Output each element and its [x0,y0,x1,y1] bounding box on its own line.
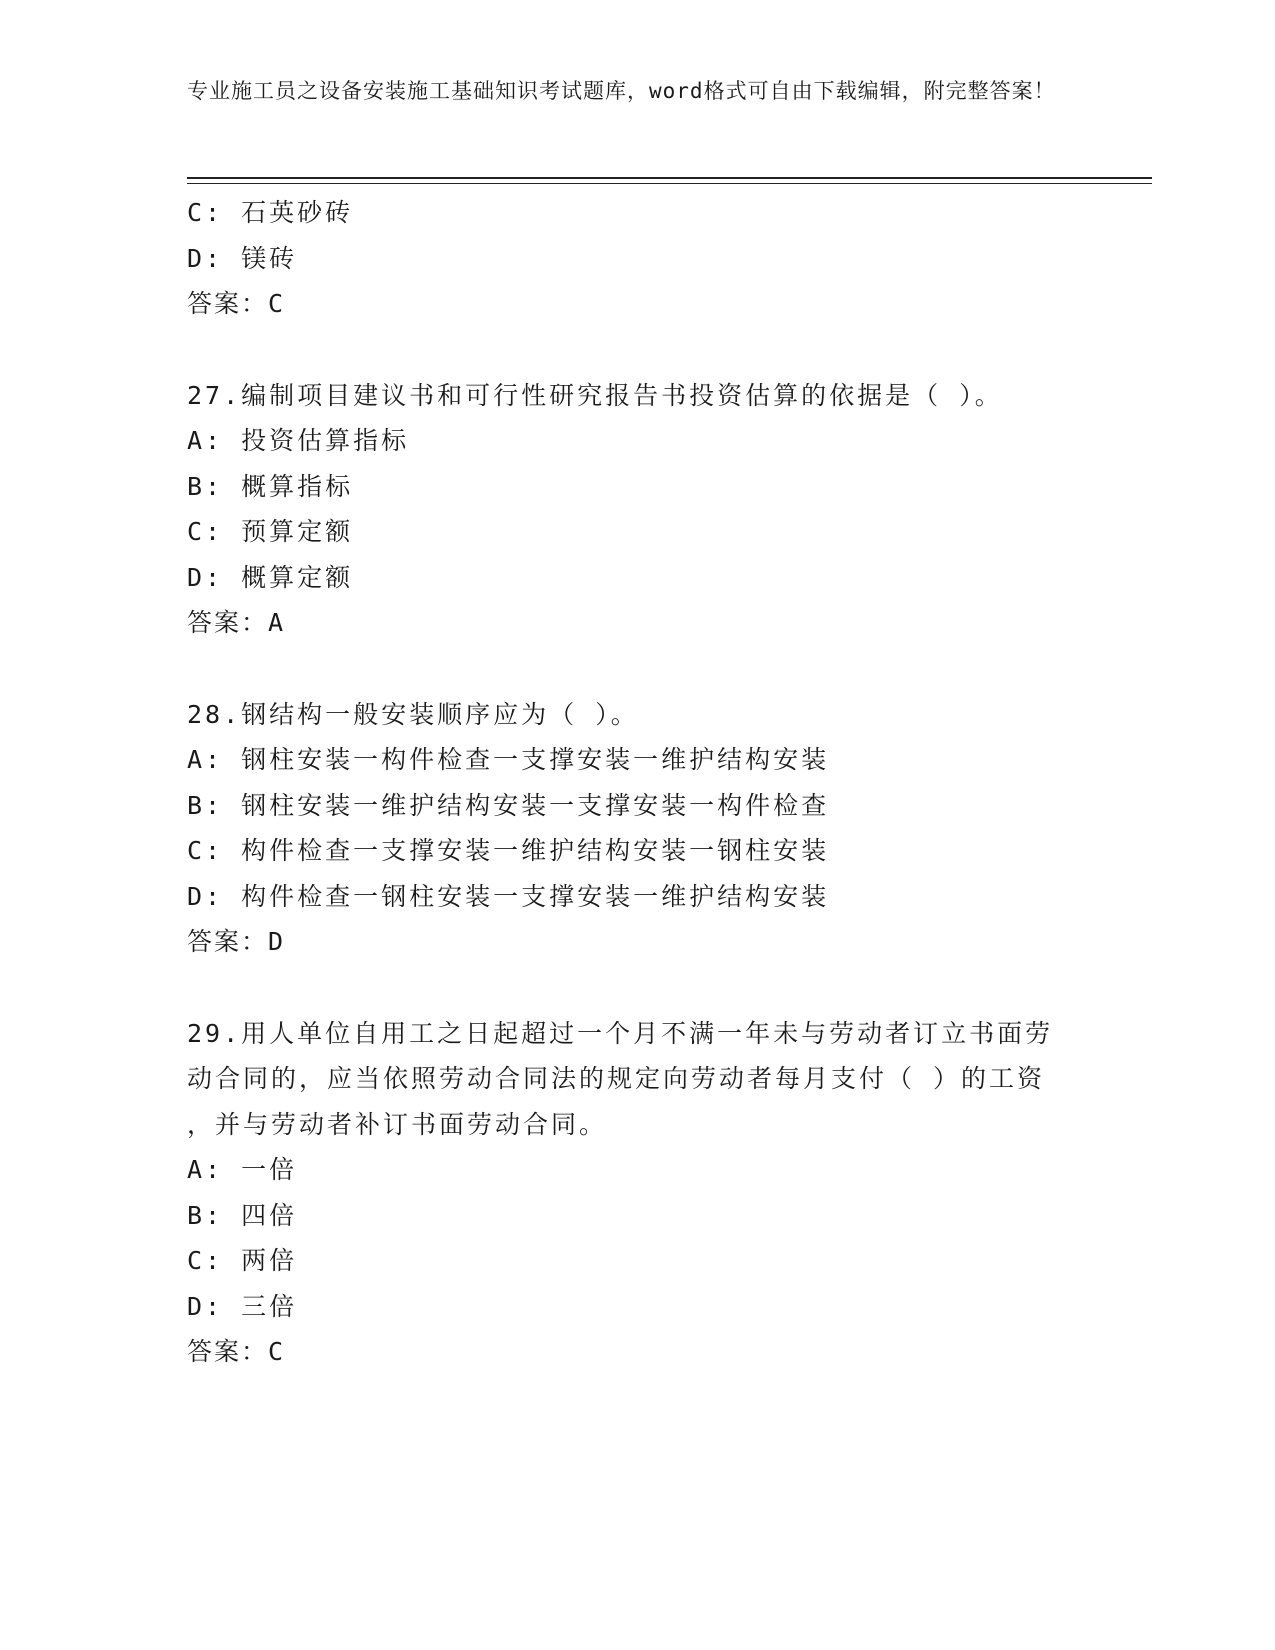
answer-value: A [268,608,286,637]
answer-label: 答案： [187,927,269,956]
option-text: 预算定额 [241,517,354,546]
option-text: 石英砂砖 [241,198,354,227]
question-stem-continued [187,1056,1087,1102]
option-letter: B: [187,790,224,820]
option-letter: A: [187,426,224,455]
option-row [187,1238,1087,1284]
option-letter: C: [187,198,224,227]
option-row [187,874,1087,920]
option-row [187,464,1087,510]
option-text: 一倍 [241,1155,298,1184]
option-text: 钢柱安装一维护结构安装一支撑安装一构件检查 [241,790,830,820]
option-row [187,1193,1087,1239]
answer-label: 答案： [187,1337,269,1366]
option-letter: A: [187,1155,224,1184]
question-stem-line: 钢结构一般安装顺序应为（ ）。 [241,699,639,729]
answer-row [187,600,1087,646]
question-stem [187,1011,1087,1057]
question-block-27 [187,373,1087,646]
option-letter: D: [187,243,224,273]
header-divider-thin [187,183,1152,184]
answer-label: 答案： [187,608,269,637]
option-row [187,737,1087,783]
option-row [187,783,1087,829]
answer-row [187,919,1087,965]
answer-value: C [268,289,286,318]
option-text: 概算指标 [241,471,354,501]
header-title: 专业施工员之设备安装施工基础知识考试题库，word格式可自由下载编辑，附完整答案！ [187,79,1056,103]
answer-row [187,281,1087,327]
option-letter: B: [187,1200,224,1230]
option-text: 构件检查一钢柱安装一支撑安装一维护结构安装 [241,881,830,911]
document-header [187,74,1067,108]
question-number: 27. [187,380,242,410]
option-row [187,828,1087,874]
answer-row [187,1329,1087,1375]
option-row [187,555,1087,601]
question-stem [187,692,1087,738]
question-block-29 [187,1011,1087,1375]
option-text: 三倍 [241,1291,298,1321]
option-row [187,1284,1087,1330]
option-row [187,418,1087,464]
option-text: 钢柱安装一构件检查一支撑安装一维护结构安装 [241,745,830,774]
option-text: 四倍 [241,1200,298,1230]
question-stem-line: 动合同的，应当依照劳动合同法的规定向劳动者每月支付（ ）的工资 [187,1064,1046,1093]
option-letter: C: [187,836,224,865]
question-list [187,190,1087,1375]
option-letter: C: [187,517,224,546]
option-text: 两倍 [241,1246,298,1275]
option-letter: D: [187,562,224,592]
option-text: 投资估算指标 [241,426,410,455]
question-block-prev [187,190,1087,327]
option-row [187,190,1087,236]
option-letter: A: [187,745,224,774]
answer-value: C [268,1337,286,1366]
question-stem-line: 用人单位自用工之日起超过一个月不满一年未与劳动者订立书面劳 [241,1018,1054,1048]
answer-label: 答案： [187,289,269,318]
question-stem-continued [187,1102,1087,1148]
question-stem [187,373,1087,419]
option-row [187,1147,1087,1193]
option-row [187,236,1087,282]
answer-value: D [268,927,286,956]
option-text: 镁砖 [241,243,298,273]
question-block-28 [187,692,1087,965]
option-text: 概算定额 [241,562,354,592]
option-row [187,509,1087,555]
option-letter: D: [187,881,224,911]
option-letter: C: [187,1246,224,1275]
question-number: 29. [187,1018,242,1048]
option-text: 构件检查一支撑安装一维护结构安装一钢柱安装 [241,836,830,865]
header-divider-thick [187,177,1152,179]
option-letter: D: [187,1291,224,1321]
question-number: 28. [187,699,242,729]
question-stem-line: 编制项目建议书和可行性研究报告书投资估算的依据是（ ）。 [241,380,1003,410]
option-letter: B: [187,471,224,501]
question-stem-line: ，并与劳动者补订书面劳动合同。 [187,1109,608,1139]
